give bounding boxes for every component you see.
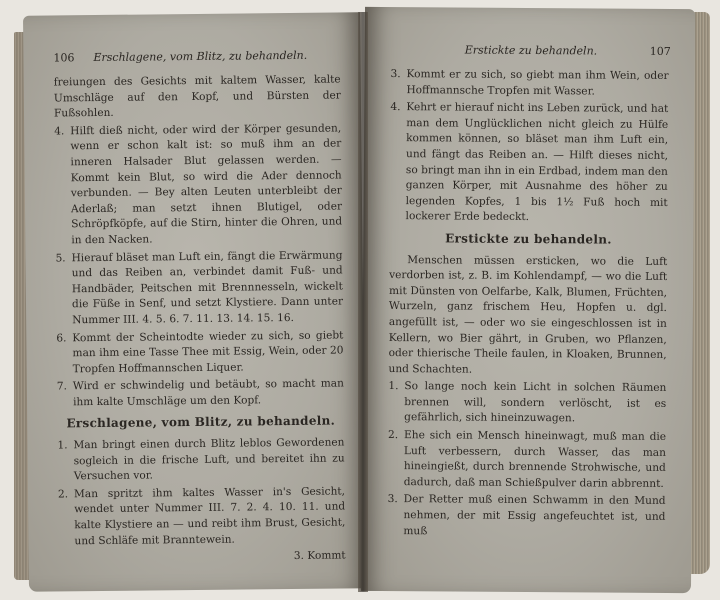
right-running-head: Erstickte zu behandeln. <box>464 43 598 58</box>
open-book <box>8 4 712 594</box>
list-item <box>390 100 669 227</box>
item-text: Kehrt er hierauf nicht ins Leben zurück, und hat man dem Unglücklichen nicht gleich zu Hülfe kommen können, so bläset man ihm Luft ein, und fängt das Reiben an. — Hilft dieses nicht, so bringt man ihn in ein Erdbad, indem man den ganzen Körper, mit Ausnahme des höher zu legenden Kopfes, 1 bis 1½ Fuß hoch mit lockerer Erde bedeckt. <box>405 101 669 224</box>
list-item <box>388 379 666 428</box>
list-item <box>54 121 342 249</box>
list-item <box>387 492 665 541</box>
item-text: Der Retter muß einen Schwamm in den Mund nehmen, der mit Essig angefeuchtet ist, und muß <box>403 493 666 537</box>
item-number: 2. <box>57 488 69 501</box>
item-text: Ehe sich ein Mensch hineinwagt, muß man die Luft verbessern, durch Wasser, das man hineingießt, durch brennende Strohwische, und dadurch, daß man Schießpulver darin abbrennt. <box>403 429 667 490</box>
left-page-header <box>53 49 336 72</box>
left-page-number: 106 <box>53 51 75 65</box>
catchword: 3. Kommt <box>293 549 346 563</box>
right-page-header <box>395 43 671 65</box>
item-number: 2. <box>388 429 399 442</box>
item-number: 4. <box>54 125 65 138</box>
right-page <box>361 7 695 593</box>
list-item <box>57 377 344 411</box>
left-page <box>23 12 366 591</box>
item-number: 1. <box>57 439 68 452</box>
item-number: 3. <box>387 493 398 506</box>
item-number: 3. <box>390 68 401 81</box>
book-gutter <box>358 12 368 592</box>
list-item <box>58 484 346 549</box>
item-number: 6. <box>56 331 67 344</box>
item-number: 4. <box>390 101 401 114</box>
list-item <box>388 428 666 492</box>
list-item <box>56 328 343 378</box>
left-running-head: Erschlagene, vom Blitz, zu behandeln. <box>93 48 308 65</box>
item-text: So lange noch kein Licht in solchen Räumen brennen will, sondern verlöscht, ist es gefährlich, sich hineinzuwagen. <box>404 380 667 425</box>
list-item <box>55 248 343 329</box>
item-text: Kommt der Scheintodte wieder zu sich, so giebt man ihm eine Tasse Thee mit Essig, Wein, oder 20 Tropfen Hoffmannschen Liquer. <box>72 328 344 375</box>
item-text: Man spritzt ihm kaltes Wasser in's Gesicht, wendet unter Nummer III. 7. 2. 4. 10. 11. und kalte Klystiere an — und reibt ihm Brust, Gesicht, und Schläfe mit Branntewein. <box>73 485 346 547</box>
list-item <box>390 67 668 100</box>
item-number: 5. <box>55 251 66 264</box>
item-text: Wird er schwindelig und betäubt, so macht man ihm kalte Umschläge um den Kopf. <box>72 377 344 409</box>
list-item <box>57 436 344 486</box>
left-page-body <box>54 72 346 567</box>
item-text: Hierauf bläset man Luft ein, fängt die Erwärmung und das Reiben an, verbindet damit Fuß- und Handbäder, Peitschen mit Brennnesseln, wickelt die Füße in Senf, und setzt Klystiere. Dann unter Nummer III. 4. 5. 6. 7. 11. 13. 14. 15. 16. <box>71 248 344 327</box>
intro-paragraph: Menschen müssen ersticken, wo die Luft verdorben ist, z. B. im Kohlendampf, — wo die Luft mit Dünsten von Oelfarbe, Kalk, Blumen, Früchten, Wurzeln, ganz frischem Heu, Hopfen u. dgl. angefüllt ist, — oder wo sie eingeschlossen ist in Kellern, wo Bier gährt, in Gruben, wo Pflanzen, oder thierische Theile faulen, in Kloaken, Brunnen, und Schachten. <box>388 253 668 376</box>
item-number: 7. <box>56 380 68 393</box>
item-text: Kommt er zu sich, so giebt man ihm Wein, oder Hoffmannsche Tropfen mit Wasser. <box>406 68 669 98</box>
continuation-text: freiungen des Gesichts mit kaltem Wasser, kalte Umschläge auf den Kopf, und Bürsten der Fußsohlen. <box>53 73 341 120</box>
section-heading: Erschlagene, vom Blitz, zu behandeln. <box>66 414 336 431</box>
section-heading: Erstickte zu behandeln. <box>445 231 612 247</box>
item-text: Hilft dieß nicht, oder wird der Körper gesunden, wenn er schon kalt ist: so muß ihm an der inneren Halsader Blut gelassen werden. — Kommt kein Blut, so wird die Ader dennoch verbunden. — Bey alten Leuten unterbleibt der Aderlaß; man setzt ihnen Blutigel, oder Schröpfköpfe, auf die Stirn, hinter die Ohren, und in den Nacken. <box>70 122 343 247</box>
right-page-body <box>387 67 668 543</box>
item-number: 1. <box>388 380 399 393</box>
item-text: Man bringt einen durch Blitz leblos Gewordenen sogleich in die frische Luft, und bereitet ihn zu Versuchen vor. <box>73 436 345 483</box>
right-page-number: 107 <box>649 44 671 58</box>
